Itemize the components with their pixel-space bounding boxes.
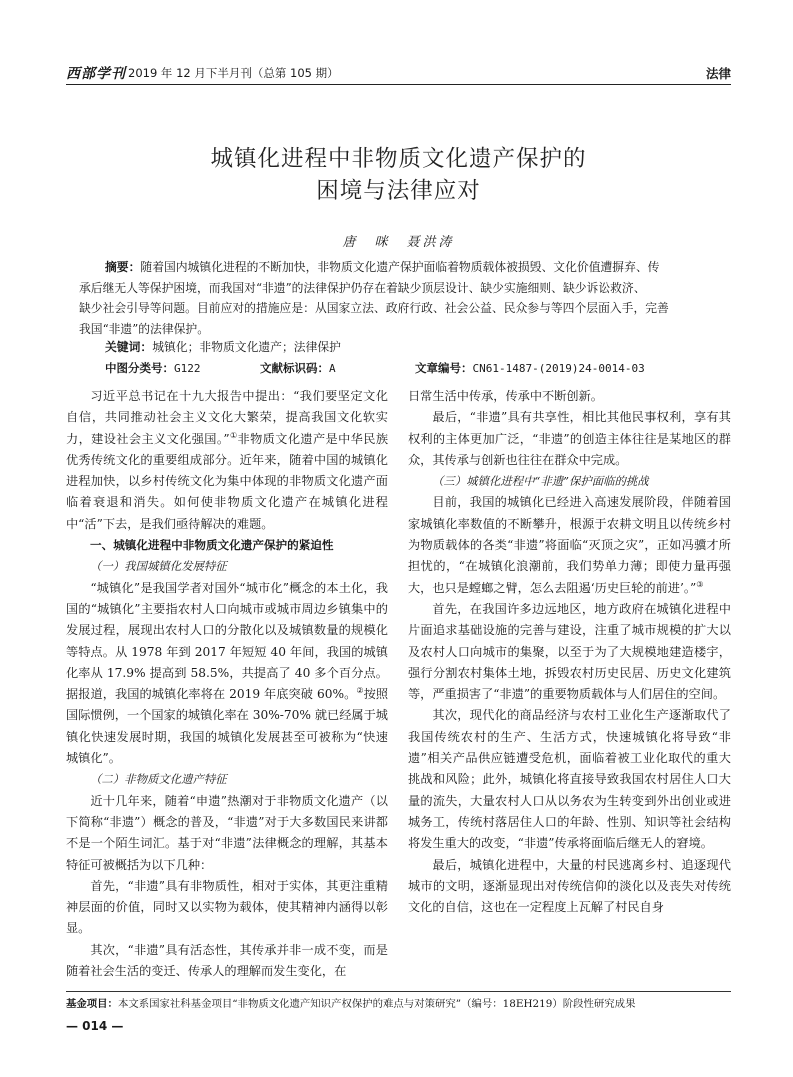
paragraph: 最后，“非遗”具有共享性，相比其他民事权利，享有其权利的主体更加广泛，“非遗”的创造主体往往是某地区的群众，其传承与创新也往往在群众中完成。 <box>408 410 731 467</box>
subsection-heading: （三）城镇化进程中“非遗”保护面临的挑战 <box>432 474 649 489</box>
fund-label: 基金项目： <box>66 998 118 1010</box>
paragraph: 近十几年来，随着“申遗”热潮对于非物质文化遗产（以下简称“非遗”）概念的普及，“非遗”对于大多数国民来讲都不是一个陌生词汇。基于对“非遗”法律概念的理解，其基本特征可被概括为以下几种： <box>66 793 388 872</box>
running-header <box>66 60 731 84</box>
footnote-ref: ② <box>356 686 364 696</box>
subsection-heading: （一）我国城镇化发展特征 <box>90 559 227 574</box>
subsection-heading: （二）非物质文化遗产特征 <box>90 772 227 787</box>
article-title-line1: 城镇化进程中非物质文化遗产保护的 <box>210 146 587 172</box>
body-column-right <box>408 386 731 918</box>
paragraph: 最后，城镇化进程中，大量的村民逃离乡村、追逐现代城市的文明，逐渐显现出对传统信仰的淡化以及丧失对传统文化的自信，这也在一定程度上瓦解了村民自身 <box>408 857 731 915</box>
paragraph: “城镇化”是我国学者对国外“城市化”概念的本土化，我国的“城镇化”主要指农村人口向城市或城市周边乡镇集中的发展过程，展现出农村人口的分散化以及城镇数量的规模化等特点。从 1978 年到 2017 年短短 40 年间，我国的城镇化率从 17.9% 提高到 58.5%，共提高了 40 多个百分点。据报道，我国的城镇化率将在 2019 年底突破 60%。②按照国际惯例，一个国家的城镇化率在 30%-70% 就已经属于城镇化快速发展时期，我国的城镇化发展甚至可被称为“快速城镇化”。 <box>66 580 389 766</box>
paragraph: 其次，“非遗”具有活态性，其传承并非一成不变，而是随着社会生活的变迁、传承人的理解而发生变化，在 <box>66 942 388 979</box>
article-number: 文章编号：CN61-1487-(2019)24-0014-03 <box>415 361 645 375</box>
footnote-ref: ③ <box>696 579 704 589</box>
fund-text: 本文系国家社科基金项目“非物质文化遗产知识产权保护的难点与对策研究”（编号：18EH219）阶段性研究成果 <box>117 998 636 1010</box>
footnote-divider <box>66 991 731 992</box>
header-divider <box>66 84 731 85</box>
issue-info: 2019 年 12 月下半月刊（总第 105 期） <box>128 66 339 80</box>
abstract-line: 随着国内城镇化进程的不断加快，非物质文化遗产保护面临着物质载体被损毁、文化价值遭摒弃、传 <box>140 260 660 274</box>
paragraph: 首先，在我国许多边远地区，地方政府在城镇化进程中片面追求基础设施的完善与建设，注重了城市规模的扩大以及农村人口向城市的集聚，以至于为了大规模地建造楼宇，强行分割农村集体土地，拆毁农村历史民居、历史文化建筑等，严重损害了“非遗”的重要物质载体与人们居住的空间。 <box>408 601 731 702</box>
paragraph: 习近平总书记在十九大报告中提出：“我们要坚定文化自信，共同推动社会主义文化大繁荣，提高我国文化软实力，建设社会主义文化强国。”①非物质文化遗产是中华民族优秀传统文化的重要组成部分。近年来，随着中国的城镇化进程加快，以乡村传统文化为集中体现的非物质文化遗产面临着衰退和消失。如何使非物质文化遗产在城镇化进程中“活”下去，是我们亟待解决的难题。 <box>66 389 389 531</box>
paragraph: 目前，我国的城镇化已经进入高速发展阶段，伴随着国家城镇化率数值的不断攀升，根源于农耕文明且以传统乡村为物质载体的各类“非遗”将面临“灭顶之灾”，正如冯骥才所担忧的，“在城镇化浪潮前，我们势单力薄；即使力量再强大，也只是螳螂之臂，怎么去阻遏‘历史巨轮的前进’。”③ <box>408 495 731 595</box>
abstract-line: 承后继无人等保护困境，而我国对“非遗”的法律保护仍存在着缺少顶层设计、缺少实施细则、缺少诉讼救济、 <box>79 280 646 295</box>
section-label: 法律 <box>705 66 731 81</box>
fund-footnote <box>66 995 731 1010</box>
abstract-label: 摘要： <box>105 260 141 274</box>
body-column-left <box>66 386 388 982</box>
paragraph: 其次，现代化的商品经济与农村工业化生产逐渐取代了我国传统农村的生产、生活方式，快速城镇化将导致“非遗”相关产品供应链遭受危机，面临着被工业化取代的重大挑战和风险；此外，城镇化将直接导致我国农村居住人口大量的流失，大量农村人口从以务农为生转变到外出创业或进城务工，传统村落居住人口的年龄、性别、知识等社会结构将发生重大的改变，“非遗”传承将面临后继无人的窘境。 <box>408 708 731 851</box>
article-title-line2: 困境与法律应对 <box>316 178 481 204</box>
abstract-line: 我国“非遗”的法律保护。 <box>79 321 210 336</box>
journal-logo: 西部学刊 <box>66 66 126 82</box>
keywords <box>105 338 341 355</box>
authors: 唐 咪 聂洪涛 <box>342 235 455 250</box>
keywords-label: 关键词： <box>105 340 153 354</box>
footnote-ref: ① <box>229 430 238 440</box>
paragraph: 日常生活中传承，传承中不断创新。 <box>408 389 603 403</box>
section-heading: 一、城镇化进程中非物质文化遗产保护的紧迫性 <box>90 538 334 553</box>
document-code: 文献标识码：A <box>260 361 336 375</box>
keywords-value: 城镇化；非物质文化遗产；法律保护 <box>152 340 341 354</box>
abstract-line: 缺少社会引导等问题。目前应对的措施应是：从国家立法、政府行政、社会公益、民众参与等四个层面入手，完善 <box>79 301 669 316</box>
clc-number: 中图分类号：G122 <box>105 361 201 375</box>
page-number: — 014 — <box>66 1019 124 1033</box>
paragraph: 首先，“非遗”具有非物质性，相对于实体，其更注重精神层面的价值，同时又以实物为载体，使其精神内涵得以彰显。 <box>66 878 388 936</box>
abstract <box>79 257 719 339</box>
